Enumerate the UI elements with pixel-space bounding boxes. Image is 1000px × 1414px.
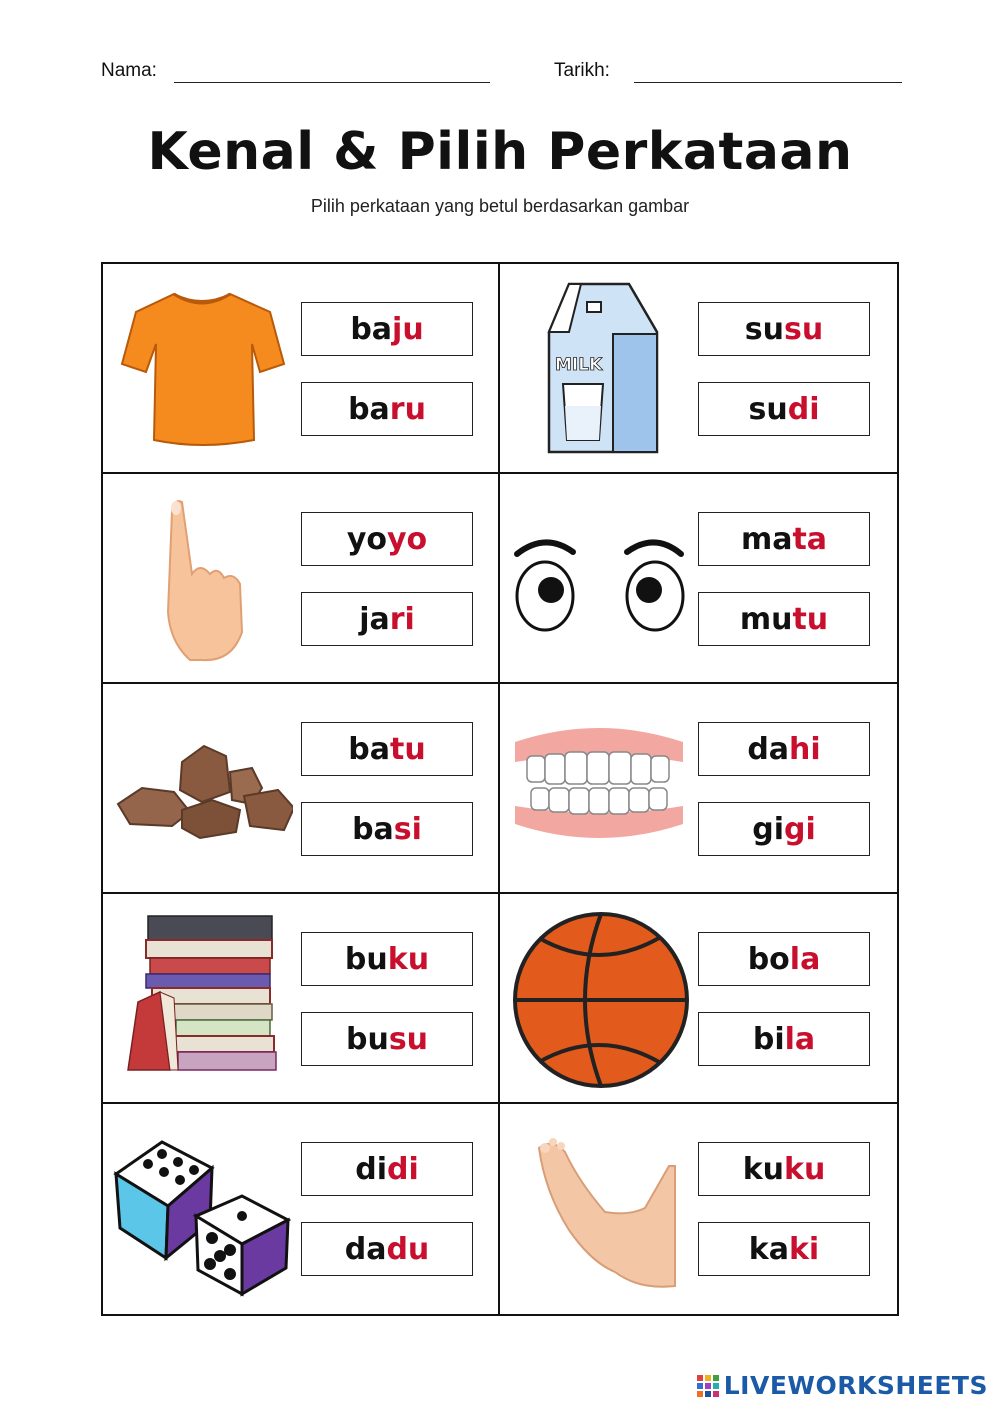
brand-name: LIVEWORKSHEETS	[723, 1371, 988, 1400]
option-word[interactable]: di di	[301, 1142, 473, 1196]
exercise-cell	[103, 684, 500, 894]
option-word[interactable]: ba ju	[301, 302, 473, 356]
exercise-cell	[500, 894, 897, 1104]
stones-image	[111, 692, 293, 882]
date-label: Tarikh:	[554, 60, 610, 81]
name-label: Nama:	[101, 60, 157, 81]
page-title: Kenal & Pilih Perkataan	[147, 122, 853, 182]
teeth-image	[508, 692, 690, 882]
books-image	[111, 902, 293, 1092]
option-word[interactable]: ma ta	[698, 512, 870, 566]
option-word[interactable]: bu su	[301, 1012, 473, 1066]
option-word[interactable]: ba si	[301, 802, 473, 856]
option-word[interactable]: mu tu	[698, 592, 870, 646]
option-word[interactable]: bi la	[698, 1012, 870, 1066]
exercise-cell	[500, 474, 897, 684]
option-word[interactable]: ja ri	[301, 592, 473, 646]
exercise-cell	[103, 264, 500, 474]
page-subtitle: Pilih perkataan yang betul berdasarkan gambar	[310, 196, 690, 216]
option-word[interactable]: ka ki	[698, 1222, 870, 1276]
option-word[interactable]: yo yo	[301, 512, 473, 566]
footer-brand	[696, 1371, 988, 1400]
finger-image	[111, 482, 293, 672]
option-word[interactable]: gi gi	[698, 802, 870, 856]
exercise-grid	[101, 262, 899, 1316]
exercise-cell	[103, 474, 500, 684]
option-word[interactable]: da hi	[698, 722, 870, 776]
option-word[interactable]: su su	[698, 302, 870, 356]
name-line[interactable]	[174, 82, 490, 83]
option-word[interactable]: su di	[698, 382, 870, 436]
option-word[interactable]: ku ku	[698, 1142, 870, 1196]
date-line[interactable]	[634, 82, 902, 83]
shirt-image	[111, 272, 293, 462]
option-word[interactable]: bo la	[698, 932, 870, 986]
liveworksheets-logo-icon	[696, 1374, 720, 1398]
exercise-cell	[103, 1104, 500, 1314]
eyes-image	[508, 482, 690, 672]
foot-image	[508, 1112, 690, 1302]
option-word[interactable]: ba tu	[301, 722, 473, 776]
milk-carton-image	[508, 272, 690, 462]
dice-image	[111, 1112, 293, 1302]
exercise-cell	[500, 684, 897, 894]
basketball-image	[508, 902, 690, 1092]
option-word[interactable]: ba ru	[301, 382, 473, 436]
exercise-cell	[500, 264, 897, 474]
option-word[interactable]: da du	[301, 1222, 473, 1276]
option-word[interactable]: bu ku	[301, 932, 473, 986]
svg-text:MILK: MILK	[555, 355, 603, 375]
exercise-cell	[103, 894, 500, 1104]
exercise-cell	[500, 1104, 897, 1314]
